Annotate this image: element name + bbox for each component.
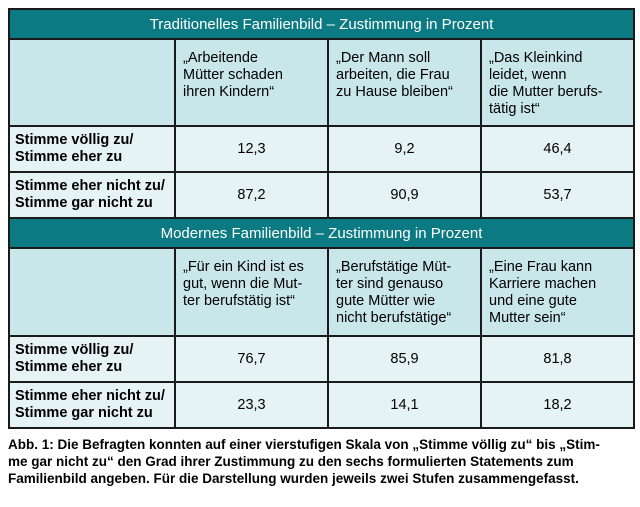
statement-text: „Berufstätige Müt- ter sind genauso gute Mütter wie nicht berufstätige“ — [336, 259, 452, 326]
value-cell: 81,8 — [481, 336, 634, 382]
survey-table — [8, 8, 635, 429]
statement-cell — [481, 248, 634, 336]
statement-row — [9, 248, 634, 336]
row-label: Stimme eher nicht zu/ Stimme gar nicht zu — [9, 172, 175, 218]
statement-cell — [175, 248, 328, 336]
section-title-modern: Modernes Familienbild – Zustimmung in Prozent — [9, 218, 634, 248]
value-cell: 18,2 — [481, 382, 634, 428]
table-row — [9, 336, 634, 382]
empty-corner-cell — [9, 248, 175, 336]
table-row — [9, 172, 634, 218]
value-cell: 23,3 — [175, 382, 328, 428]
statement-text: „Der Mann soll arbeiten, die Frau zu Hause bleiben“ — [336, 50, 453, 100]
table-row — [9, 382, 634, 428]
value-cell: 90,9 — [328, 172, 481, 218]
row-label: Stimme eher nicht zu/ Stimme gar nicht zu — [9, 382, 175, 428]
value-cell: 12,3 — [175, 126, 328, 172]
value-cell: 76,7 — [175, 336, 328, 382]
section-title-traditional: Traditionelles Familienbild – Zustimmung in Prozent — [9, 9, 634, 39]
statement-text: „Für ein Kind ist es gut, wenn die Mut- ter berufstätig ist“ — [183, 259, 304, 309]
statement-cell — [328, 39, 481, 126]
value-cell: 9,2 — [328, 126, 481, 172]
table-row — [9, 126, 634, 172]
value-cell: 46,4 — [481, 126, 634, 172]
section-header-row — [9, 9, 634, 39]
statement-text: „Eine Frau kann Karriere machen und eine gute Mutter sein“ — [489, 259, 597, 326]
statement-text: „Das Kleinkind leidet, wenn die Mutter berufs- tätig ist“ — [489, 50, 603, 117]
value-cell: 14,1 — [328, 382, 481, 428]
statement-text: „Arbeitende Mütter schaden ihren Kindern“ — [183, 50, 283, 100]
caption-text: Abb. 1: Die Befragten konnten auf einer vierstufigen Skala von „Stimme völlig zu“ bis „Stim- me gar nicht zu“ den Grad ihrer Zustimmung zu den sechs formulierten Statements zum Familienbild angeben. Für die Darstellung wurden jeweils zwei Stufen zusammengefasst. — [8, 437, 600, 486]
row-label: Stimme völlig zu/ Stimme eher zu — [9, 126, 175, 172]
value-cell: 53,7 — [481, 172, 634, 218]
value-cell: 85,9 — [328, 336, 481, 382]
figure-caption — [8, 436, 634, 487]
statement-row — [9, 39, 634, 126]
statement-cell — [481, 39, 634, 126]
statement-cell — [175, 39, 328, 126]
empty-corner-cell — [9, 39, 175, 126]
section-header-row — [9, 218, 634, 248]
value-cell: 87,2 — [175, 172, 328, 218]
row-label: Stimme völlig zu/ Stimme eher zu — [9, 336, 175, 382]
statement-cell — [328, 248, 481, 336]
